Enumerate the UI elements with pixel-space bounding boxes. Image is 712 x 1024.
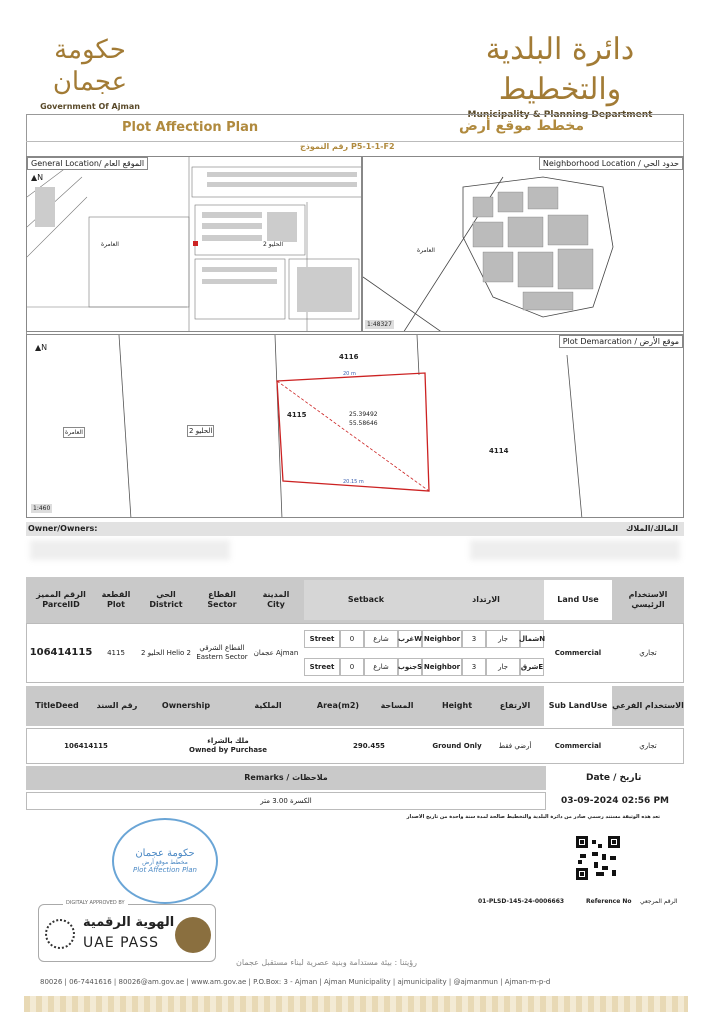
value-landuse: Commercial <box>554 648 602 657</box>
header-landuse-ar: الاستخدام الرئيسي <box>628 590 668 609</box>
neighborhood-label: Neighborhood Location / حدود الحي <box>539 157 683 170</box>
plot-map-label-amra: العامرة <box>65 429 83 436</box>
neighbor-4114: 4114 <box>489 447 509 455</box>
value-height-ar: أرضي فقط <box>498 741 532 750</box>
value-deed: 106414115 <box>64 741 108 750</box>
fingerprint-icon <box>45 919 75 949</box>
coord-lat: 25.39492 <box>349 411 378 418</box>
north-arrow-icon: ▲N <box>31 173 44 182</box>
reference-label-ar: الرقم المرجعي <box>640 898 678 905</box>
owner-label-ar: المالك/الملاك <box>625 524 678 533</box>
plot-demarcation-label: Plot Demarcation / موقع الأرض <box>559 335 683 348</box>
uae-pass-box <box>38 900 216 962</box>
stamp-arabic: حكومة عجمان <box>135 848 195 859</box>
neighborhood-panel <box>362 156 684 332</box>
remarks-value: الكسرة 3.00 متر <box>260 796 312 805</box>
plot-map-label-helio2: الحليو 2 <box>189 427 213 435</box>
contact-info: 80026 | 06-7441616 | 80026@am.gov.ae | www.am.gov.ae | P.O.Box: 3 - Ajman | Ajman Municipality | ajmunicipality | @ajmanmun | Ajman-m-p-d <box>40 978 551 986</box>
value-area: 290.455 <box>353 741 385 750</box>
header-ownership: Ownership <box>161 701 211 710</box>
value-plot: 4115 <box>107 648 125 657</box>
remarks-label: Remarks / ملاحظات <box>244 773 328 782</box>
header-district: الحي District <box>149 590 183 609</box>
form-number: رقم النموذج P5-1-1-F2 <box>300 142 395 151</box>
map-label-amra: العامرة <box>101 241 119 248</box>
value-city: عجمان Ajman <box>253 648 299 657</box>
stamp-ar-text: مخطط موقع أرض <box>142 859 188 866</box>
header-ownership-ar: الملكية <box>254 701 282 710</box>
value-sub-landuse-ar: تجاري <box>639 741 657 750</box>
owner-bar <box>26 522 684 536</box>
official-stamp <box>112 818 218 904</box>
government-logo-english: Government Of Ajman <box>40 102 140 111</box>
header-sub-landuse-ar: الاستخدام الفرعي <box>612 701 684 710</box>
header-city: المدينة City <box>262 590 290 609</box>
header-deed-ar: رقم السند <box>96 701 138 710</box>
digitally-approved-label: DIGITALY APPROVED BY <box>63 900 128 906</box>
neighborhood-label-amra: العامرة <box>417 247 435 254</box>
coord-lon: 55.58646 <box>349 420 378 427</box>
municipality-logo-english: Municipality & Planning Department <box>467 110 653 120</box>
uae-emblem-icon <box>175 917 211 953</box>
map-label-helio2: الحليو 2 <box>263 241 283 248</box>
value-landuse-ar: تجاري <box>639 648 657 657</box>
owner-name-redacted <box>30 540 230 560</box>
government-logo-arabic: حكومة عجمان <box>52 35 128 97</box>
value-parcel: 106414115 <box>29 647 93 658</box>
plot-demarcation-panel <box>26 334 684 518</box>
header-height-ar: الارتفاع <box>499 701 531 710</box>
value-sector: القطاع الشرقي Eastern Sector <box>196 644 248 661</box>
header-landuse: Land Use <box>544 580 612 620</box>
value-district: الحليو 2 Helio 2 <box>141 648 191 657</box>
uae-pass-english: UAE PASS <box>83 935 160 951</box>
plot-scale: 1:460 <box>33 505 51 512</box>
header-height: Height <box>441 701 473 710</box>
vision-statement: رؤيتنا : بيئة مستدامة وبنية عصرية لبناء مستقبل عجمان <box>236 958 417 967</box>
header-sub-landuse: Sub LandUse <box>544 686 612 726</box>
neighborhood-map <box>363 157 684 332</box>
setback-row: Street 0 شارع غربW Neighbor 3 جار شمالN <box>304 630 544 648</box>
stamp-text: Plot Affection Plan <box>133 866 197 874</box>
title-row <box>26 114 684 142</box>
general-location-label: General Location/ الموقع العام <box>27 157 148 170</box>
setback-row: Street 0 شارع جنوبS Neighbor 3 جار شرقE <box>304 658 544 676</box>
dim-bottom: 20.15 m <box>343 479 364 485</box>
decorative-border <box>24 996 688 1012</box>
municipality-logo <box>450 30 670 120</box>
dim-top: 20 m <box>343 371 356 377</box>
qr-code-icon <box>576 836 620 880</box>
plot-number: 4115 <box>287 411 307 419</box>
north-arrow-icon: ▲N <box>35 343 48 352</box>
date-label: Date / تاريخ <box>546 766 684 790</box>
general-location-map <box>27 157 362 332</box>
value-ownership: ملك بالشراء Owned by Purchase <box>189 737 267 754</box>
title-arabic: مخطط موقع أرض <box>458 118 584 134</box>
government-logo <box>30 34 150 111</box>
municipality-logo-arabic: دائرة البلدية والتخطيط <box>485 32 635 107</box>
header-parcel: الرقم المميز ParcelID <box>36 590 86 609</box>
value-sub-landuse: Commercial <box>554 741 602 750</box>
owner-name-redacted-ar <box>470 540 680 560</box>
header-sector: القطاع Sector <box>207 590 237 609</box>
date-value: 03-09-2024 02:56 PM <box>560 796 670 806</box>
general-location-panel <box>26 156 362 332</box>
validity-note: تعد هذه الوثيقة مستند رسمي صادر من دائرة البلدية والتخطيط صالحة لمدة سنة واحدة من تاريخ الاصدار <box>406 814 660 820</box>
header-area-ar: المساحة <box>380 701 414 710</box>
neighbor-4116: 4116 <box>339 353 359 361</box>
reference-label: Reference No <box>586 898 632 905</box>
owner-label-en: Owner/Owners: <box>28 524 98 533</box>
header-deed: TitleDeed <box>35 701 79 710</box>
uae-pass-arabic: الهوية الرقمية <box>83 915 175 930</box>
title-english: Plot Affection Plan <box>122 120 259 135</box>
header-plot: القطعة Plot <box>101 590 131 609</box>
header-setback-ar: الارتداد <box>428 580 544 620</box>
reference-number: 01-PLSD-145-24-0006663 <box>478 898 565 905</box>
value-height: Ground Only <box>432 741 482 750</box>
header-setback: Setback <box>304 580 428 620</box>
neighborhood-scale: 1:48327 <box>367 321 392 328</box>
header-area: Area(m2) <box>316 701 360 710</box>
